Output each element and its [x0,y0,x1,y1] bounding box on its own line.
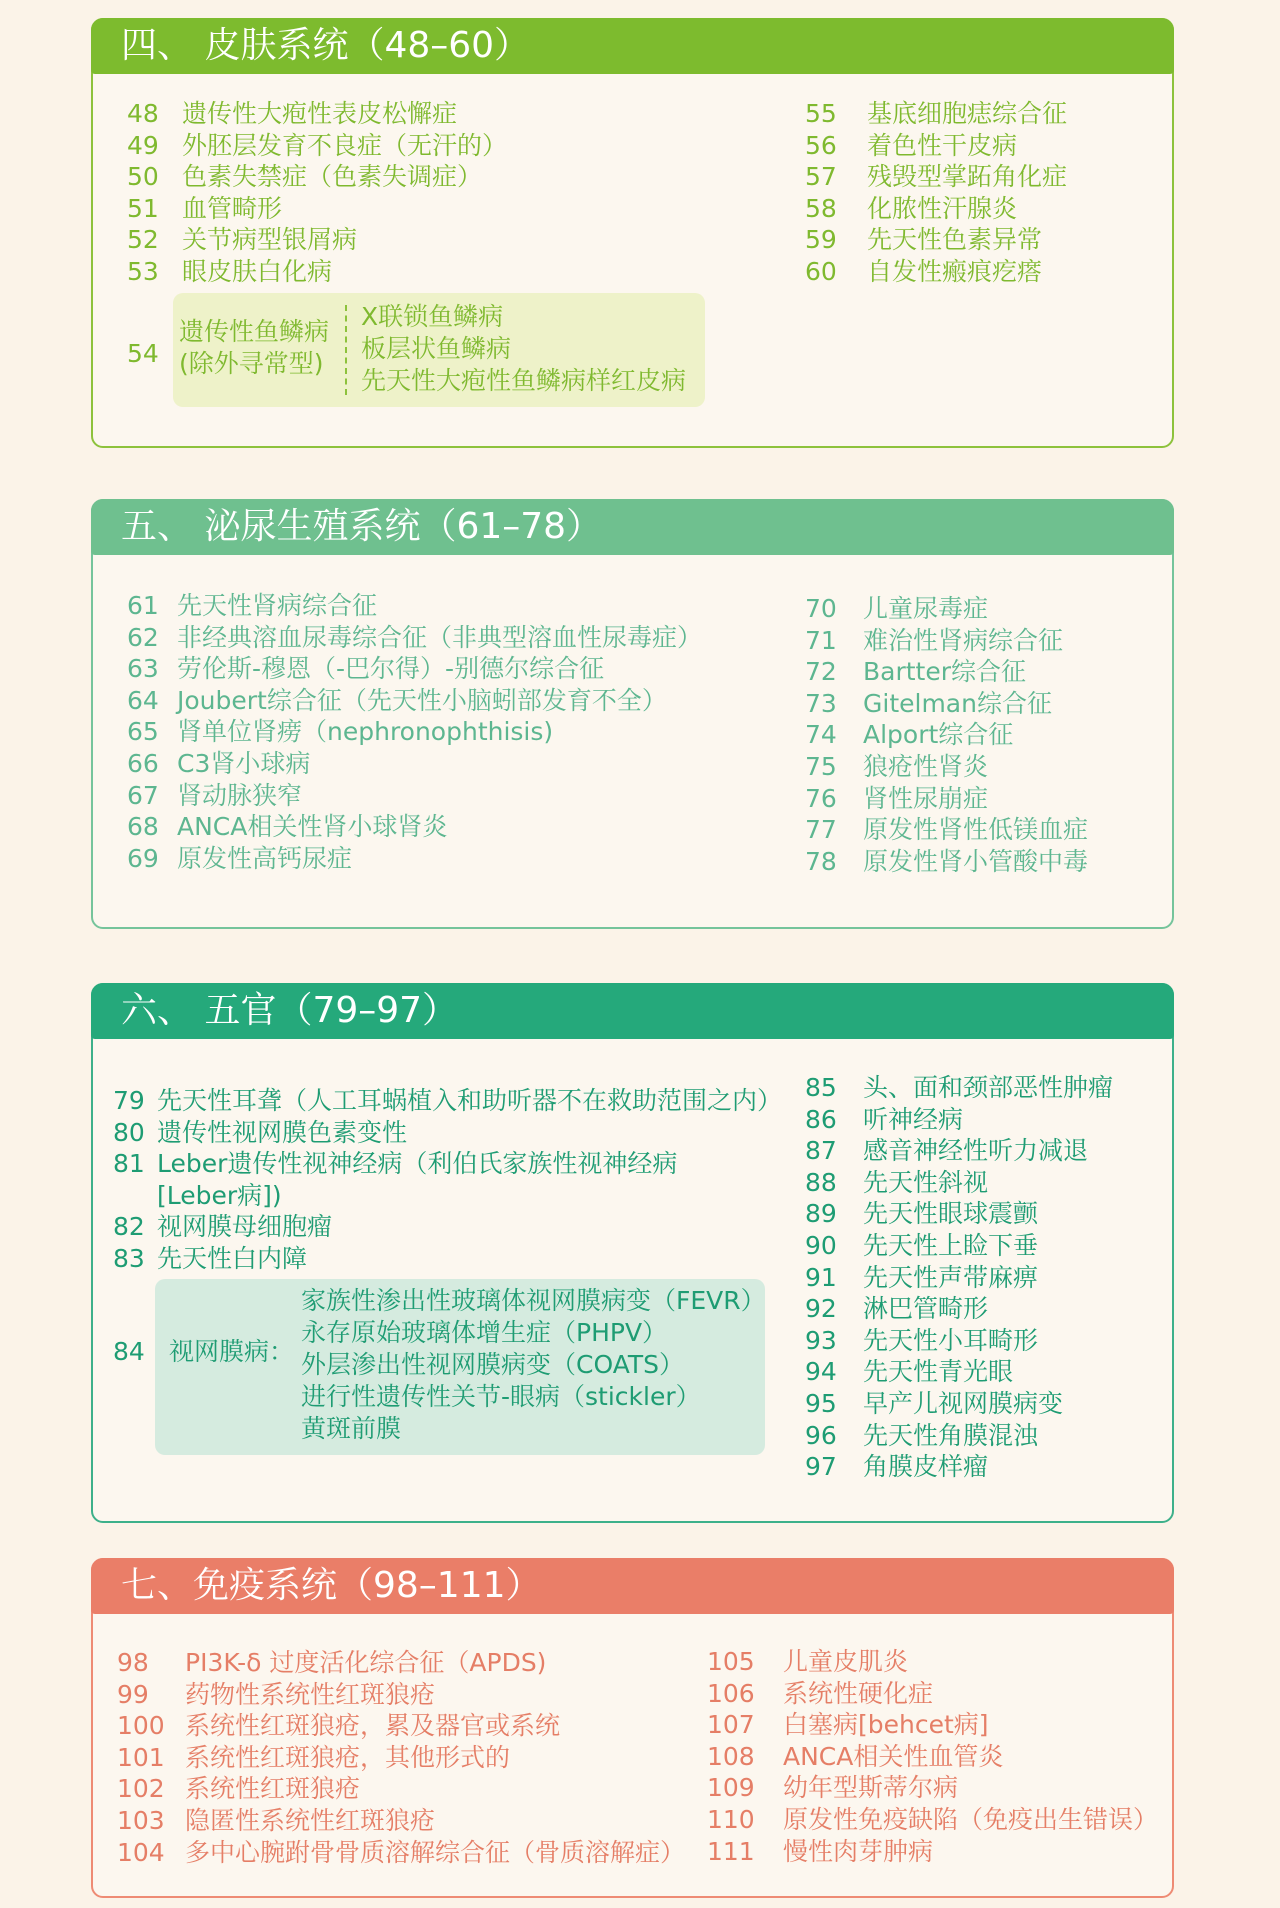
item-number: 106 [707,1678,755,1708]
item-84-label: 视网膜病： [169,1337,295,1366]
item-number: 60 [805,257,837,286]
item-number: 111 [707,1836,755,1866]
item-text: 难治性肾病综合征 [863,625,1064,655]
item-number: 86 [805,1104,837,1134]
item-number: 87 [805,1136,837,1166]
item-number: 83 [113,1244,145,1273]
item-number: 99 [117,1679,149,1709]
item-text: Gitelman综合征 [863,688,1052,718]
item-text: 淋巴管畸形 [863,1294,989,1324]
item-text: [Leber病]) [157,1180,282,1210]
item-number: 98 [117,1648,149,1677]
section-urinary [91,499,1174,929]
item-number: 56 [805,130,837,160]
item-number: 69 [127,843,159,873]
item-text: 多中心腕跗骨骨质溶解综合征（骨质溶解症） [185,1837,686,1867]
item-number: 65 [127,717,159,747]
item-text: 药物性系统性红斑狼疮 [185,1679,436,1709]
item-text: 关节病型银屑病 [182,225,358,255]
item-text: 先天性色素异常 [867,225,1043,255]
item-text: 遗传性视网膜色素变性 [157,1117,408,1147]
item-84-sub-4: 进行性遗传性关节-眼病（stickler） [301,1382,701,1411]
item-number: 79 [113,1086,145,1115]
item-text: 白塞病[behcet病] [783,1710,989,1740]
item-number: 84 [113,1337,145,1366]
item-text: Joubert综合征（先天性小脑蚓部发育不全） [177,685,667,715]
item-number: 74 [805,720,837,750]
item-text: 着色性干皮病 [867,130,1018,160]
section-skin [91,18,1174,448]
item-text: 血管畸形 [182,193,283,223]
item-number: 64 [127,685,159,715]
item-number: 62 [127,622,159,652]
item-text: 感音神经性听力减退 [863,1136,1089,1166]
item-84-sub-5: 黄斑前膜 [301,1414,402,1443]
item-text: 系统性红斑狼疮 [185,1774,361,1804]
item-number: 80 [113,1117,145,1147]
item-number: 50 [127,162,159,192]
item-54-sub-3: 先天性大疱性鱼鳞病样红皮病 [361,366,687,395]
item-text: C3肾小球病 [177,749,311,778]
item-text: 角膜皮样瘤 [863,1452,989,1482]
item-number: 52 [127,225,159,255]
item-number: 67 [127,780,159,810]
item-number: 81 [113,1149,145,1179]
item-54-label-line1: 遗传性鱼鳞病 [179,317,330,346]
item-number: 104 [117,1837,165,1867]
item-number: 53 [127,257,159,286]
item-text: 系统性红斑狼疮，累及器官或系统 [185,1711,561,1741]
item-number: 95 [805,1389,837,1418]
item-text: 原发性免疫缺陷（免疫出生错误） [783,1805,1159,1834]
section-title-skin: 四、 皮肤系统（48–60） [91,18,1174,74]
item-number: 97 [805,1452,837,1482]
item-number: 96 [805,1420,837,1450]
item-number: 73 [805,688,837,718]
item-number: 57 [805,162,837,192]
item-number: 100 [117,1711,165,1741]
item-number: 94 [805,1357,837,1387]
item-number: 61 [127,591,159,620]
item-text: 劳伦斯-穆恩（-巴尔得）-别德尔综合征 [177,654,605,684]
item-text: ANCA相关性血管炎 [783,1741,1004,1771]
item-text: 遗传性大疱性表皮松懈症 [182,99,458,128]
item-number: 72 [805,657,837,687]
item-number: 51 [127,193,159,223]
item-number: 89 [805,1199,837,1229]
item-number: 48 [127,99,159,128]
item-text: 先天性肾病综合征 [177,591,378,620]
divider [345,305,347,395]
item-number: 85 [805,1073,837,1102]
item-text: 化脓性汗腺炎 [867,193,1018,223]
item-number: 93 [805,1325,837,1355]
item-text: 儿童尿毒症 [863,594,989,623]
item-text: 系统性硬化症 [783,1678,934,1708]
item-number: 107 [707,1710,755,1740]
item-text: 先天性上睑下垂 [863,1231,1039,1260]
item-text: ANCA相关性肾小球肾炎 [177,812,448,842]
item-number: 77 [805,815,837,845]
item-text: 先天性眼球震颤 [863,1199,1039,1229]
item-number: 63 [127,654,159,684]
item-54-box [173,293,705,407]
item-text: 听神经病 [863,1104,964,1134]
item-text: 自发性瘢痕疙瘩 [867,257,1043,286]
item-number: 58 [805,193,837,223]
item-text: 原发性高钙尿症 [177,843,353,873]
item-number: 101 [117,1742,165,1772]
item-84-box [155,1279,765,1455]
item-text: 儿童皮肌炎 [783,1647,909,1676]
item-text: 狼疮性肾炎 [863,752,989,781]
item-text: 头、面和颈部恶性肿瘤 [863,1073,1114,1102]
item-84-sub-2: 永存原始玻璃体增生症（PHPV） [301,1318,668,1347]
item-text: 系统性红斑狼疮，其他形式的 [185,1742,511,1772]
item-number: 88 [805,1167,837,1197]
section-immune [91,1558,1174,1898]
item-number: 55 [805,99,837,128]
section-facial [91,983,1174,1523]
item-text: Alport综合征 [863,720,1014,750]
item-number: 54 [127,339,159,368]
item-number: 108 [707,1741,755,1771]
item-number: 91 [805,1262,837,1292]
item-number: 75 [805,752,837,781]
item-number: 102 [117,1774,165,1804]
item-number: 109 [707,1773,755,1803]
item-number: 82 [113,1212,145,1242]
item-text: 肾单位肾痨（nephronophthisis) [177,717,554,747]
item-text: 非经典溶血尿毒综合征（非典型溶血性尿毒症） [177,622,703,652]
item-text: 眼皮肤白化病 [182,257,333,286]
item-84-sub-3: 外层渗出性视网膜病变（COATS） [301,1350,684,1379]
item-number: 76 [805,783,837,813]
item-number: 78 [805,846,837,876]
item-text: 原发性肾小管酸中毒 [863,846,1089,876]
item-text: 肾动脉狭窄 [177,780,303,810]
item-text: 原发性肾性低镁血症 [863,815,1089,845]
item-text: 视网膜母细胞瘤 [157,1212,333,1242]
item-number: 49 [127,130,159,160]
item-54-label-line2: (除外寻常型) [179,349,324,378]
item-number: 66 [127,749,159,778]
item-text: 先天性小耳畸形 [863,1325,1039,1355]
item-number: 105 [707,1647,755,1676]
item-number: 70 [805,594,837,623]
item-text: Bartter综合征 [863,657,1027,687]
item-84-sub-1: 家族性渗出性玻璃体视网膜病变（FEVR） [301,1286,766,1315]
item-text: 幼年型斯蒂尔病 [783,1773,959,1803]
item-text: 基底细胞痣综合征 [867,99,1068,128]
item-number: 68 [127,812,159,842]
item-text: 肾性尿崩症 [863,783,989,813]
item-number: 59 [805,225,837,255]
item-text: 早产儿视网膜病变 [863,1389,1064,1418]
item-text: 先天性青光眼 [863,1357,1014,1387]
item-54-sub-2: 板层状鱼鳞病 [361,334,512,363]
item-number: 71 [805,625,837,655]
item-text: 先天性声带麻痹 [863,1262,1039,1292]
section-title-immune: 七、免疫系统（98–111） [91,1558,1174,1614]
item-text: Leber遗传性视神经病（利伯氏家族性视神经病 [157,1149,678,1179]
section-title-facial: 六、 五官（79–97） [91,983,1174,1039]
item-number: 90 [805,1231,837,1260]
item-text: 先天性耳聋（人工耳蜗植入和助听器不在救助范围之内） [157,1086,783,1115]
item-text: 隐匿性系统性红斑狼疮 [185,1806,436,1835]
item-text: 先天性角膜混浊 [863,1420,1039,1450]
item-number: 103 [117,1806,165,1835]
section-title-urinary: 五、 泌尿生殖系统（61–78） [91,499,1174,555]
item-text: 先天性白内障 [157,1244,308,1273]
item-text: PI3K-δ 过度活化综合征（APDS) [185,1648,547,1677]
item-number: 110 [707,1805,755,1834]
item-54-sub-1: X联锁鱼鳞病 [361,302,504,331]
item-text: 残毁型掌跖角化症 [867,162,1068,192]
item-number: 92 [805,1294,837,1324]
item-text: 慢性肉芽肿病 [783,1836,934,1866]
item-text: 先天性斜视 [863,1167,989,1197]
item-text: 色素失禁症（色素失调症） [182,162,483,192]
item-text: 外胚层发育不良症（无汗的） [182,130,508,160]
